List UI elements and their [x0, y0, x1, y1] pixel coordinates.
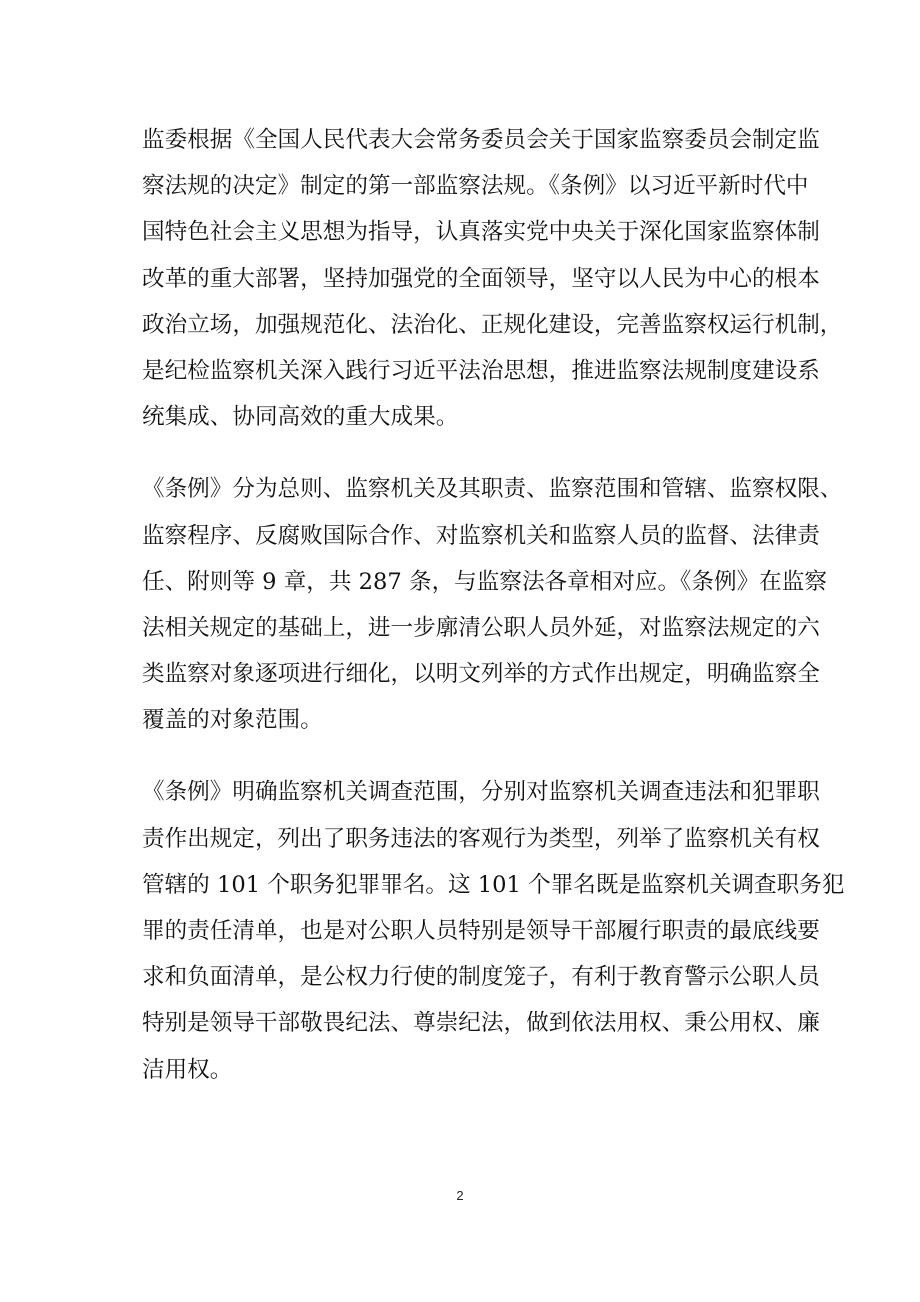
- text-line: 任、附则等 9 章，共 287 条，与监察法各章相对应。《条例》在监察: [142, 568, 827, 595]
- text-line: 责作出规定，列出了职务违法的客观行为类型，列举了监察机关有权: [142, 825, 820, 852]
- text-line: 《条例》明确监察机关调查范围，分别对监察机关调查违法和犯罪职: [142, 779, 820, 806]
- text-line: 罪的责任清单，也是对公职人员特别是领导干部履行职责的最底线要: [142, 918, 820, 944]
- text-line: 覆盖的对象范围。: [142, 707, 323, 734]
- text-line: 法相关规定的基础上，进一步廓清公职人员外延，对监察法规定的六: [142, 614, 820, 641]
- text-line: 洁用权。: [142, 1056, 233, 1083]
- text-line: 察法规的决定》制定的第一部监察法规。《条例》以习近平新时代中: [142, 173, 809, 200]
- document-body: [142, 117, 845, 1119]
- text-line: 统集成、协同高效的重大成果。: [142, 404, 459, 431]
- text-line: 政治立场，加强规范化、法治化、正规化建设，完善监察权运行机制，: [142, 311, 843, 338]
- text-line: 监察程序、反腐败国际合作、对监察机关和监察人员的监督、法律责: [142, 522, 820, 549]
- text-line: 国特色社会主义思想为指导，认真落实党中央关于深化国家监察体制: [142, 219, 820, 246]
- text-line: 《条例》分为总则、监察机关及其职责、监察范围和管辖、监察权限、: [142, 476, 843, 503]
- text-line: 特别是领导干部敬畏纪法、尊崇纪法，做到依法用权、秉公用权、廉: [142, 1010, 820, 1037]
- page-number: 2: [456, 1188, 464, 1203]
- text-line: 管辖的 101 个职务犯罪罪名。这 101 个罪名既是监察机关调查职务犯: [142, 871, 845, 898]
- text-line: 求和负面清单，是公权力行使的制度笼子，有利于教育警示公职人员: [142, 964, 820, 991]
- text-line: 类监察对象逐项进行细化，以明文列举的方式作出规定，明确监察全: [142, 661, 820, 688]
- text-line: 改革的重大部署，坚持加强党的全面领导，坚守以人民为中心的根本: [142, 265, 820, 292]
- paragraph-1: [142, 117, 843, 440]
- text-line: 监委根据《全国人民代表大会常务委员会关于国家监察委员会制定监: [142, 127, 820, 153]
- text-line: 是纪检监察机关深入践行习近平法治思想，推进监察法规制度建设系: [142, 357, 820, 384]
- paragraph-3: [142, 769, 845, 1092]
- paragraph-2: [142, 466, 843, 743]
